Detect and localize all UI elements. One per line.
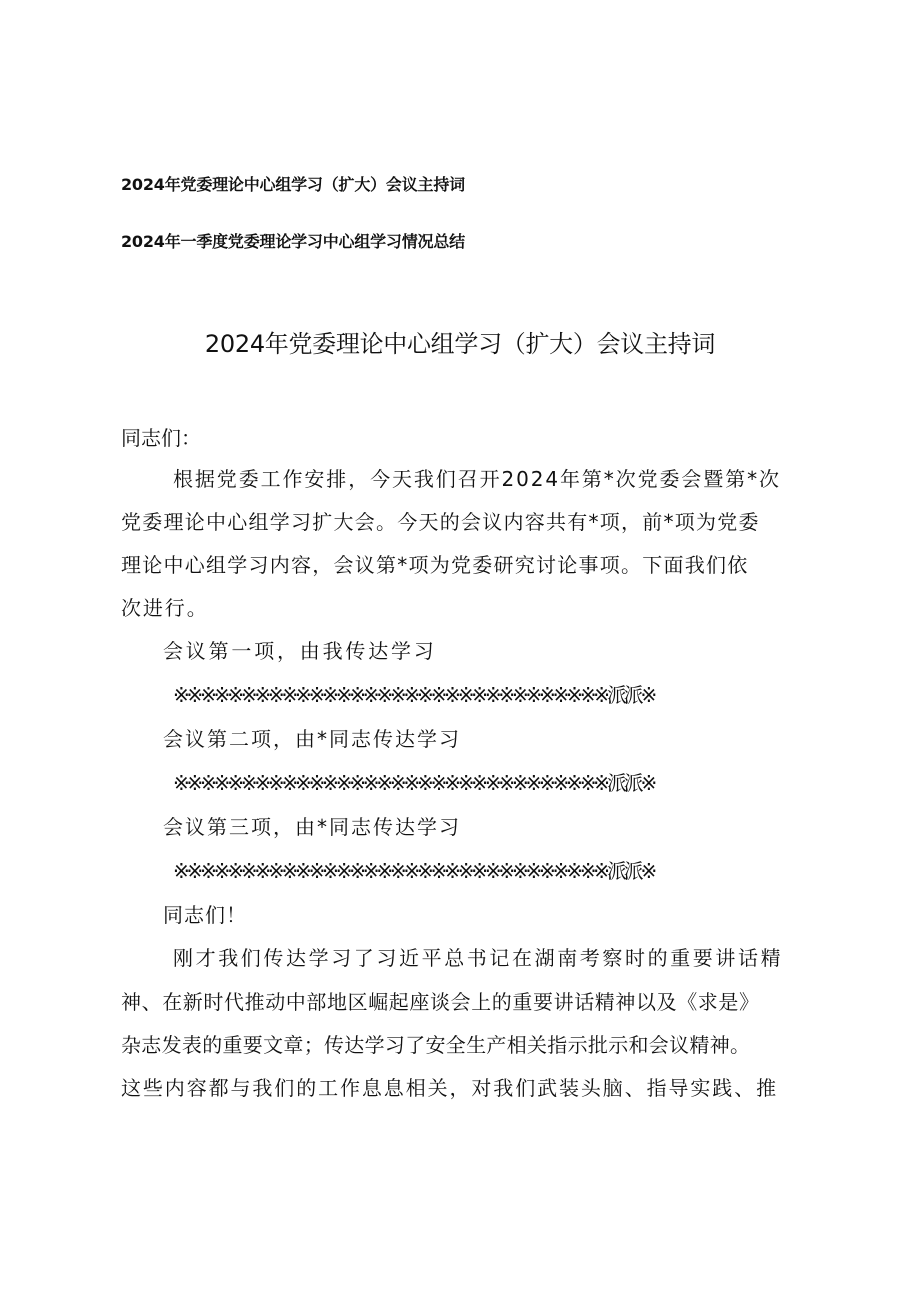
placeholder-line: ※※※※※※※※※※※※※※※※※※※※※※※※※※※※※※※※派派※ — [173, 683, 655, 707]
paragraph-line: 次进行。 — [121, 596, 209, 620]
paragraph-line: 这些内容都与我们的工作息息相关，对我们武装头脑、指导实践、推 — [121, 1076, 778, 1100]
toc-item-meeting-speech: 2024年党委理论中心组学习（扩大）会议主持词 — [121, 175, 465, 194]
paragraph-line: 杂志发表的重要文章；传达学习了安全生产相关指示批示和会议精神。 — [121, 1033, 751, 1057]
paragraph-line: 刚才我们传达学习了习近平总书记在湖南考察时的重要讲话精 — [173, 946, 784, 970]
paragraph-line: 党委理论中心组学习扩大会。今天的会议内容共有*项，前*项为党委 — [121, 510, 760, 534]
placeholder-line: ※※※※※※※※※※※※※※※※※※※※※※※※※※※※※※※※派派※ — [173, 771, 655, 795]
paragraph-line: 理论中心组学习内容，会议第*项为党委研究讨论事项。下面我们依 — [121, 553, 749, 577]
toc-item-quarter-summary: 2024年一季度党委理论学习中心组学习情况总结 — [121, 232, 465, 251]
placeholder-line: ※※※※※※※※※※※※※※※※※※※※※※※※※※※※※※※※派派※ — [173, 859, 655, 883]
agenda-item-1: 会议第一项，由我传达学习 — [163, 639, 437, 663]
paragraph-line: 根据党委工作安排，今天我们召开2024年第*次党委会暨第*次 — [173, 467, 781, 491]
agenda-item-3: 会议第三项，由*同志传达学习 — [163, 815, 461, 839]
document-title: 2024年党委理论中心组学习（扩大）会议主持词 — [204, 330, 716, 358]
salutation: 同志们！ — [163, 903, 247, 927]
agenda-item-2: 会议第二项，由*同志传达学习 — [163, 727, 461, 751]
paragraph-line: 神、在新时代推动中部地区崛起座谈会上的重要讲话精神以及《求是》 — [121, 990, 760, 1014]
salutation: 同志们： — [121, 426, 201, 450]
